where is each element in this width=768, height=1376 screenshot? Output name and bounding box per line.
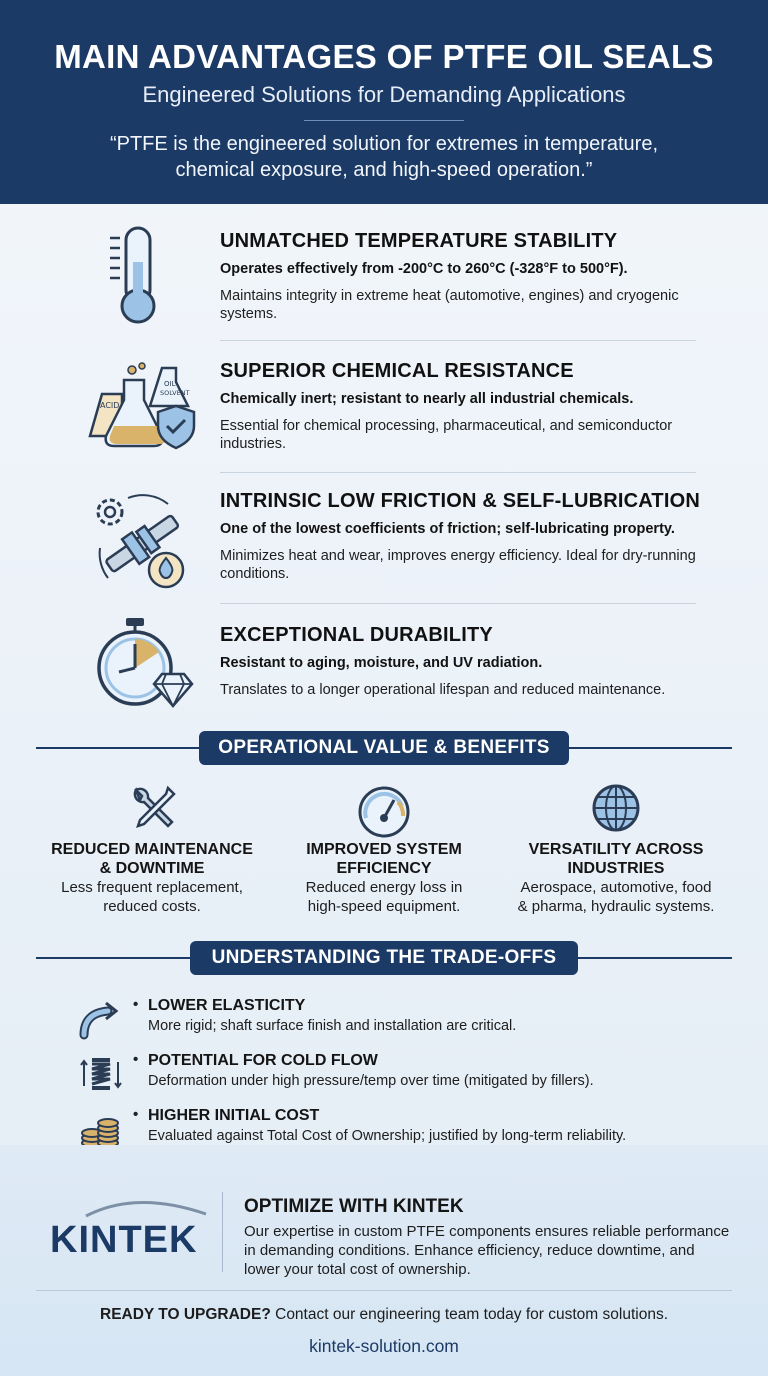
tradeoff-desc: More rigid; shaft surface finish and installation are critical. (148, 1018, 517, 1034)
benefit-desc-line: reduced costs. (103, 898, 201, 915)
benefit-title (32, 840, 272, 878)
advantage-highlight: Chemically inert; resistant to nearly all industrial chemicals. (220, 391, 634, 407)
optimize-title: OPTIMIZE WITH KINTEK (244, 1196, 464, 1217)
benefit-title-line: VERSATILITY ACROSS (528, 841, 704, 858)
page-title: MAIN ADVANTAGES OF PTFE OIL SEALS (54, 38, 714, 75)
tradeoff-desc: Evaluated against Total Cost of Ownership; justified by long-term reliability. (148, 1128, 627, 1144)
cta-bold: READY TO UPGRADE? (100, 1306, 271, 1323)
advantage-description: Essential for chemical processing, pharmaceutical, and semiconductor industries. (220, 418, 673, 452)
benefit-title-line: & DOWNTIME (99, 860, 205, 877)
benefit-title-line: EFFICIENCY (336, 860, 432, 877)
advantage-title: UNMATCHED TEMPERATURE STABILITY (220, 230, 618, 252)
bullet: • (133, 1106, 139, 1123)
benefit-efficiency (264, 780, 504, 916)
tradeoff-title: LOWER ELASTICITY (148, 997, 306, 1014)
benefit-desc-line: Aerospace, automotive, food (520, 879, 712, 896)
header-quote (60, 131, 708, 183)
quote-line-2: chemical exposure, and high-speed operation.” (175, 159, 593, 181)
tradeoff-elasticity (78, 997, 738, 1047)
benefit-title-line: IMPROVED SYSTEM (306, 841, 462, 858)
flask-label-acid: ACID (100, 401, 120, 410)
benefit-desc (496, 878, 736, 916)
benefit-title (264, 840, 504, 878)
gauge-icon (354, 780, 414, 840)
cta-text: Contact our engineering team today for custom solutions. (270, 1306, 668, 1323)
divider (220, 472, 696, 473)
bullet: • (133, 996, 139, 1013)
header-banner (0, 0, 768, 204)
advantage-description: Maintains integrity in extreme heat (automotive, engines) and cryogenic systems. (220, 288, 679, 322)
benefit-versatility (496, 780, 736, 916)
benefit-title (496, 840, 736, 878)
page-subtitle: Engineered Solutions for Demanding Applications (142, 82, 626, 107)
wrench-screwdriver-icon (122, 780, 182, 840)
divider (220, 603, 696, 604)
kintek-logo (46, 1200, 216, 1270)
advantage-highlight: Resistant to aging, moisture, and UV radiation. (220, 655, 543, 671)
section-title-benefits: OPERATIONAL VALUE & BENEFITS (199, 731, 569, 765)
advantage-highlight: One of the lowest coefficients of friction; self-lubricating property. (220, 521, 675, 537)
benefit-desc-line: Less frequent replacement, (61, 879, 243, 896)
section-title-tradeoffs: UNDERSTANDING THE TRADE-OFFS (190, 941, 578, 975)
globe-icon (586, 780, 646, 840)
benefit-title-line: INDUSTRIES (567, 860, 665, 877)
tradeoff-title: POTENTIAL FOR COLD FLOW (148, 1052, 378, 1069)
shaft-gear-droplet-icon (88, 488, 198, 598)
advantage-highlight: Operates effectively from -200°C to 260°C (-328°F to 500°F). (220, 261, 628, 277)
call-to-action (0, 1306, 768, 1324)
benefit-desc (32, 878, 272, 916)
bullet: • (133, 1051, 139, 1068)
benefit-title-line: REDUCED MAINTENANCE (51, 841, 253, 858)
benefit-desc-line: Reduced energy loss in (305, 879, 463, 896)
spring-compression-icon (78, 1052, 124, 1098)
advantage-title: SUPERIOR CHEMICAL RESISTANCE (220, 360, 574, 382)
stopwatch-diamond-icon (88, 612, 198, 722)
tradeoff-desc: Deformation under high pressure/temp over time (mitigated by fillers). (148, 1073, 594, 1089)
advantage-description: Minimizes heat and wear, improves energy efficiency. Ideal for dry-running conditions. (220, 548, 696, 582)
benefit-maintenance (32, 780, 272, 916)
thermometer-icon (88, 222, 198, 332)
brand-name: KINTEK (50, 1219, 198, 1261)
footer-divider (222, 1192, 223, 1272)
optimize-text: Our expertise in custom PTFE components ensures reliable performance in demanding conditions. Enhance efficiency, reduce downtime, and lower your total cost of ownership. (244, 1223, 730, 1278)
flask-label-oil: OIL (164, 380, 176, 388)
footer-rule (36, 1290, 732, 1291)
advantage-description: Translates to a longer operational lifespan and reduced maintenance. (220, 682, 666, 698)
advantage-title: INTRINSIC LOW FRICTION & SELF-LUBRICATION (220, 490, 701, 512)
curved-arrow-icon (78, 997, 124, 1043)
flask-label-solvent: SOLVENT (160, 389, 190, 397)
benefit-desc-line: & pharma, hydraulic systems. (517, 898, 715, 915)
header-divider (304, 120, 464, 121)
tradeoff-title: HIGHER INITIAL COST (148, 1107, 320, 1124)
chemical-flasks-icon (88, 360, 198, 470)
advantage-title: EXCEPTIONAL DURABILITY (220, 624, 493, 646)
quote-line-1: “PTFE is the engineered solution for extremes in temperature, (109, 133, 659, 155)
tradeoff-cold-flow (78, 1052, 738, 1102)
benefit-desc (264, 878, 504, 916)
divider (220, 340, 696, 341)
website-link[interactable]: kintek-solution.com (309, 1336, 459, 1356)
benefit-desc-line: high-speed equipment. (307, 898, 461, 915)
